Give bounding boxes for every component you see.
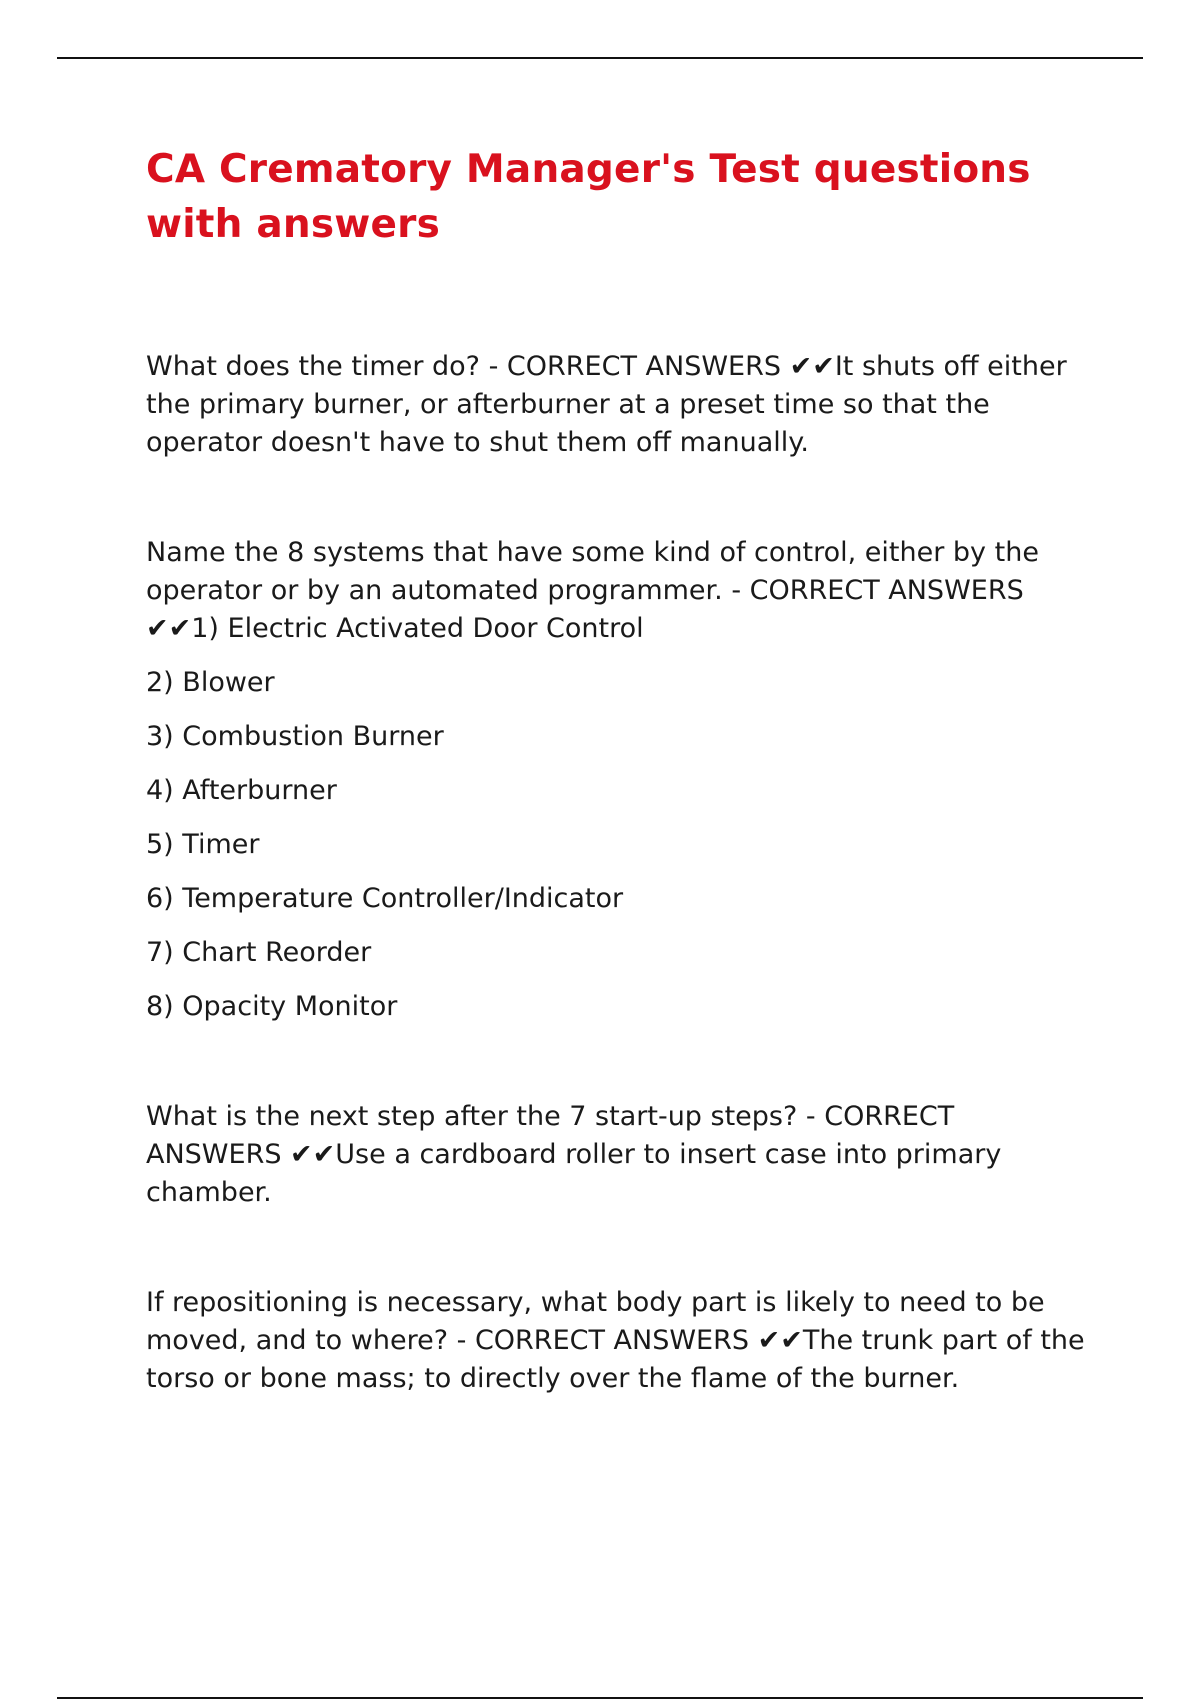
top-rule [57,57,1143,59]
list-item: 3) Combustion Burner [146,721,444,752]
qa-entry-control-systems [146,534,1086,1026]
document-title: CA Crematory Manager's Test questions with answers [146,147,1031,247]
list-item: 8) Opacity Monitor [146,991,398,1022]
qa-entry-repositioning [146,1284,1086,1398]
list-item: 2) Blower [146,667,275,698]
qa-text: If repositioning is necessary, what body part is likely to need to be moved, and to where? - CORRECT ANSWERS ✔✔The trunk part of the torso or bone mass; to directly over the flame of the burner. [146,1287,1085,1394]
page-content [146,142,1086,1398]
list-item: 4) Afterburner [146,775,337,806]
qa-list [146,348,1086,1398]
bottom-rule [57,1697,1143,1699]
list-item: 7) Chart Reorder [146,937,372,968]
qa-entry-next-step [146,1098,1086,1212]
qa-text: What is the next step after the 7 start-up steps? - CORRECT ANSWERS ✔✔Use a cardboard roller to insert case into primary chamber. [146,1101,1002,1208]
list-item: 5) Timer [146,829,260,860]
qa-entry-timer [146,348,1086,462]
qa-text: Name the 8 systems that have some kind of control, either by the operator or by an automated programmer. - CORRECT ANSWERS ✔✔1) Electric Activated Door Control [146,537,1039,644]
list-item: 6) Temperature Controller/Indicator [146,883,624,914]
qa-text: What does the timer do? - CORRECT ANSWERS ✔✔It shuts off either the primary burner, or afterburner at a preset time so that the operator doesn't have to shut them off manually. [146,351,1067,458]
